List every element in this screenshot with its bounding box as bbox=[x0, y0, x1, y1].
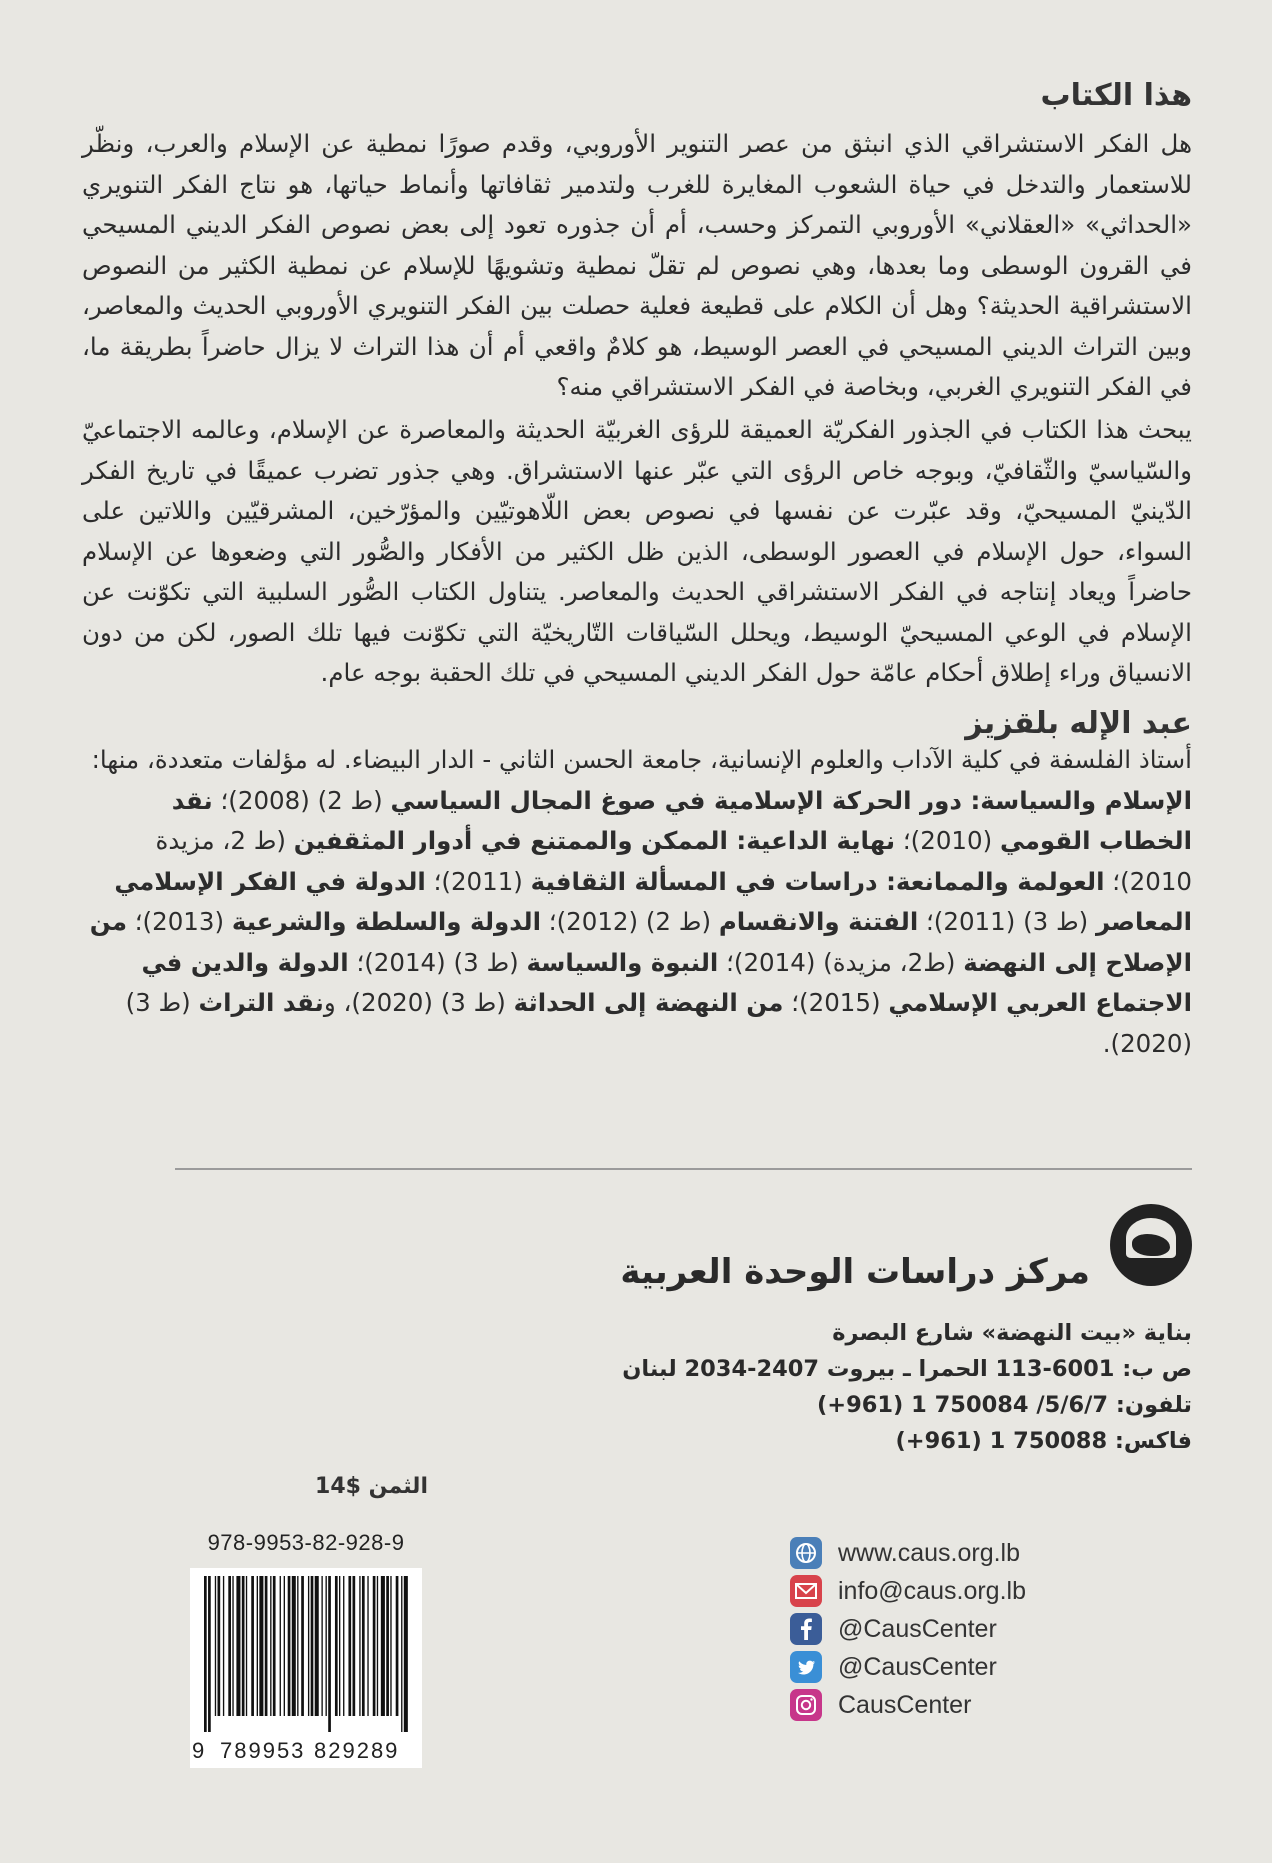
barcode-bar bbox=[348, 1576, 351, 1716]
publisher-name: مركز دراسات الوحدة العربية bbox=[620, 1252, 1090, 1292]
contact-instagram[interactable]: CausCenter bbox=[790, 1689, 1150, 1723]
barcode-bar bbox=[373, 1576, 376, 1716]
barcode-bar bbox=[259, 1576, 263, 1716]
barcode-bar bbox=[390, 1576, 391, 1716]
barcode-bar bbox=[353, 1576, 356, 1716]
about-paragraph-1: هل الفكر الاستشراقي الذي انبثق من عصر التنوير الأوروبي، وقدم صورًا نمطية عن الإسلام والعرب، ونظّر للاستعمار والتدخل في حياة الشعوب المغايرة للغرب ولتدمير ثقافاتها وأنماط حياتها، هو نتاج الفكر التنويري «الحداثي» «العقلاني» الأوروبي التمركز وحسب، أم أن جذوره تعود إلى بعض نصوص الفكر الديني المسيحي في القرون الوسطى وما بعدها، وهي نصوص لم تقلّ نمطية وتشويهًا للإسلام عن نمطية الكثير من النصوص الاستشراقية الحديثة؟ وهل أن الكلام على قطيعة فعلية حصلت بين الفكر التنويري الأوروبي الحديث والمعاصر، وبين التراث الديني المسيحي في العصر الوسيط، هو كلامٌ واقعي أم أن هذا التراث لا يزال حاضراً بطريقة ما، في الفكر التنويري الغربي، وبخاصة في الفكر الاستشراقي منه؟ bbox=[82, 129, 1192, 401]
section-divider bbox=[175, 1168, 1192, 1170]
barcode-bar bbox=[273, 1576, 276, 1716]
facebook-icon bbox=[790, 1613, 822, 1645]
contact-facebook[interactable]: @CausCenter bbox=[790, 1613, 1150, 1647]
barcode-bar bbox=[232, 1576, 233, 1716]
barcode-bar bbox=[315, 1576, 319, 1716]
contact-email[interactable]: info@caus.org.lb bbox=[790, 1575, 1150, 1609]
price: الثمن $14 bbox=[315, 1474, 428, 1499]
barcode-bar bbox=[362, 1576, 365, 1716]
barcode-bar bbox=[359, 1576, 360, 1716]
mail-icon bbox=[790, 1575, 822, 1607]
contact-twitter[interactable]: @CausCenter bbox=[790, 1651, 1150, 1685]
contact-website[interactable]: www.caus.org.lb bbox=[790, 1537, 1150, 1571]
barcode-bar bbox=[288, 1576, 291, 1716]
barcode-bar bbox=[208, 1576, 211, 1732]
barcode-bar bbox=[311, 1576, 314, 1716]
barcode-bar bbox=[401, 1576, 402, 1732]
barcode-bar bbox=[215, 1576, 216, 1716]
twitter-icon bbox=[790, 1651, 822, 1683]
barcode-bar bbox=[280, 1576, 281, 1716]
barcode-bar bbox=[301, 1576, 304, 1716]
publisher-po-box: ص ب: 6001-113 الحمرا ـ بيروت 2407-2034 لبنان bbox=[622, 1356, 1192, 1382]
isbn-number: 978-9953-82-928-9 bbox=[207, 1530, 405, 1555]
barcode-bars bbox=[198, 1576, 414, 1732]
barcode-bar bbox=[335, 1576, 338, 1716]
barcode-bar bbox=[236, 1576, 240, 1716]
barcode-bar bbox=[242, 1576, 245, 1716]
barcode-bar bbox=[292, 1576, 296, 1716]
about-paragraph-2: يبحث هذا الكتاب في الجذور الفكريّة العميقة للرؤى الغربيّة الحديثة والمعاصرة عن الإسلام، وعالمه الاجتماعيّ والسّياسيّ والثّقافيّ، وبوجه خاص الرؤى التي عبّر عنها الاستشراق. وهي جذور تضرب عميقًا في تاريخ الفكر الدّينيّ المسيحيّ، وقد عبّرت عن نفسها في نصوص بعض اللّاهوتيّين والمؤرّخين، المشرقيّين واللاتين على السواء، حول الإسلام في العصور الوسطى، الذين ظل الكثير من الأفكار والصُّور التي وضعوها عن الإسلام حاضراً ويعاد إنتاجه في الفكر الاستشراقي الحديث والمعاصر. يتناول الكتاب الصُّور السلبية التي تكوّنت عن الإسلام في الوعي المسيحيّ الوسيط، ويحلل السّياقات التّاريخيّة التي تكوّنت فيها تلك الصور، لكن من دون الانسياق وراء إطلاق أحكام عامّة حول الفكر الديني المسيحي في تلك الحقبة بوجه عام. bbox=[82, 415, 1192, 687]
barcode-bar bbox=[297, 1576, 298, 1716]
barcode-bar bbox=[339, 1576, 340, 1716]
instagram-icon bbox=[790, 1689, 822, 1721]
barcode-bar bbox=[326, 1576, 327, 1716]
barcode-bar bbox=[284, 1576, 285, 1716]
barcode-bar bbox=[343, 1576, 344, 1716]
barcode-bar bbox=[228, 1576, 231, 1716]
barcode-bar bbox=[270, 1576, 271, 1716]
barcode-bar bbox=[257, 1576, 258, 1716]
barcode-bar bbox=[321, 1576, 322, 1716]
isbn-digit-first: 9 bbox=[192, 1738, 205, 1763]
barcode-bar bbox=[381, 1576, 385, 1716]
barcode-bar bbox=[404, 1576, 408, 1732]
author-name: عبد الإله بلقزيز bbox=[965, 706, 1192, 741]
barcode-bar bbox=[386, 1576, 389, 1716]
globe-icon bbox=[790, 1537, 822, 1569]
author-bio: أستاذ الفلسفة في كلية الآداب والعلوم الإنسانية، جامعة الحسن الثاني - الدار البيضاء. له مؤلفات متعددة، منها: الإسلام والسياسة: دور الحركة الإسلامية في صوغ المجال السياسي (ط 2) (2008)؛ نقد الخطاب القومي (2010)؛ نهاية الداعية: الممكن والممتنع في أدوار المثقفين (ط 2، مزيدة 2010)؛ العولمة والممانعة: دراسات في المسألة الثقافية (2011)؛ الدولة في الفكر الإسلامي المعاصر (ط 3) (2011)؛ الفتنة والانقسام (ط 2) (2012)؛ الدولة والسلطة والشرعية (2013)؛ من الإصلاح إلى النهضة (ط2، مزيدة) (2014)؛ النبوة والسياسة (ط 3) (2014)؛ الدولة والدين في الاجتماع العربي الإسلامي (2015)؛ من النهضة إلى الحداثة (ط 3) (2020)، ونقد التراث (ط 3) (2020). bbox=[89, 745, 1192, 1058]
publisher-fax: فاكس: (+961) 1 750088 bbox=[895, 1428, 1192, 1454]
barcode-bar bbox=[328, 1576, 331, 1732]
barcode-bar bbox=[396, 1576, 399, 1716]
publisher-address: بناية «بيت النهضة» شارع البصرة bbox=[832, 1320, 1192, 1346]
barcode-bar bbox=[218, 1576, 221, 1716]
publisher-logo-icon bbox=[1110, 1204, 1192, 1286]
isbn-digit-group-left: 789953 bbox=[220, 1738, 306, 1763]
barcode-bar bbox=[265, 1576, 268, 1716]
barcode-bar bbox=[223, 1576, 224, 1716]
barcode-bar bbox=[367, 1576, 368, 1716]
barcode-bar bbox=[308, 1576, 309, 1716]
isbn-digit-group-right: 829289 bbox=[314, 1738, 400, 1763]
barcode-bar bbox=[251, 1576, 254, 1716]
about-book-title: هذا الكتاب bbox=[1040, 78, 1192, 113]
barcode-bar bbox=[377, 1576, 378, 1716]
barcode-bar bbox=[246, 1576, 247, 1716]
publisher-phone: تلفون: (+961) 1 750084 /5/6/7 bbox=[816, 1392, 1192, 1418]
barcode-bar bbox=[204, 1576, 207, 1732]
barcode bbox=[190, 1530, 422, 1768]
